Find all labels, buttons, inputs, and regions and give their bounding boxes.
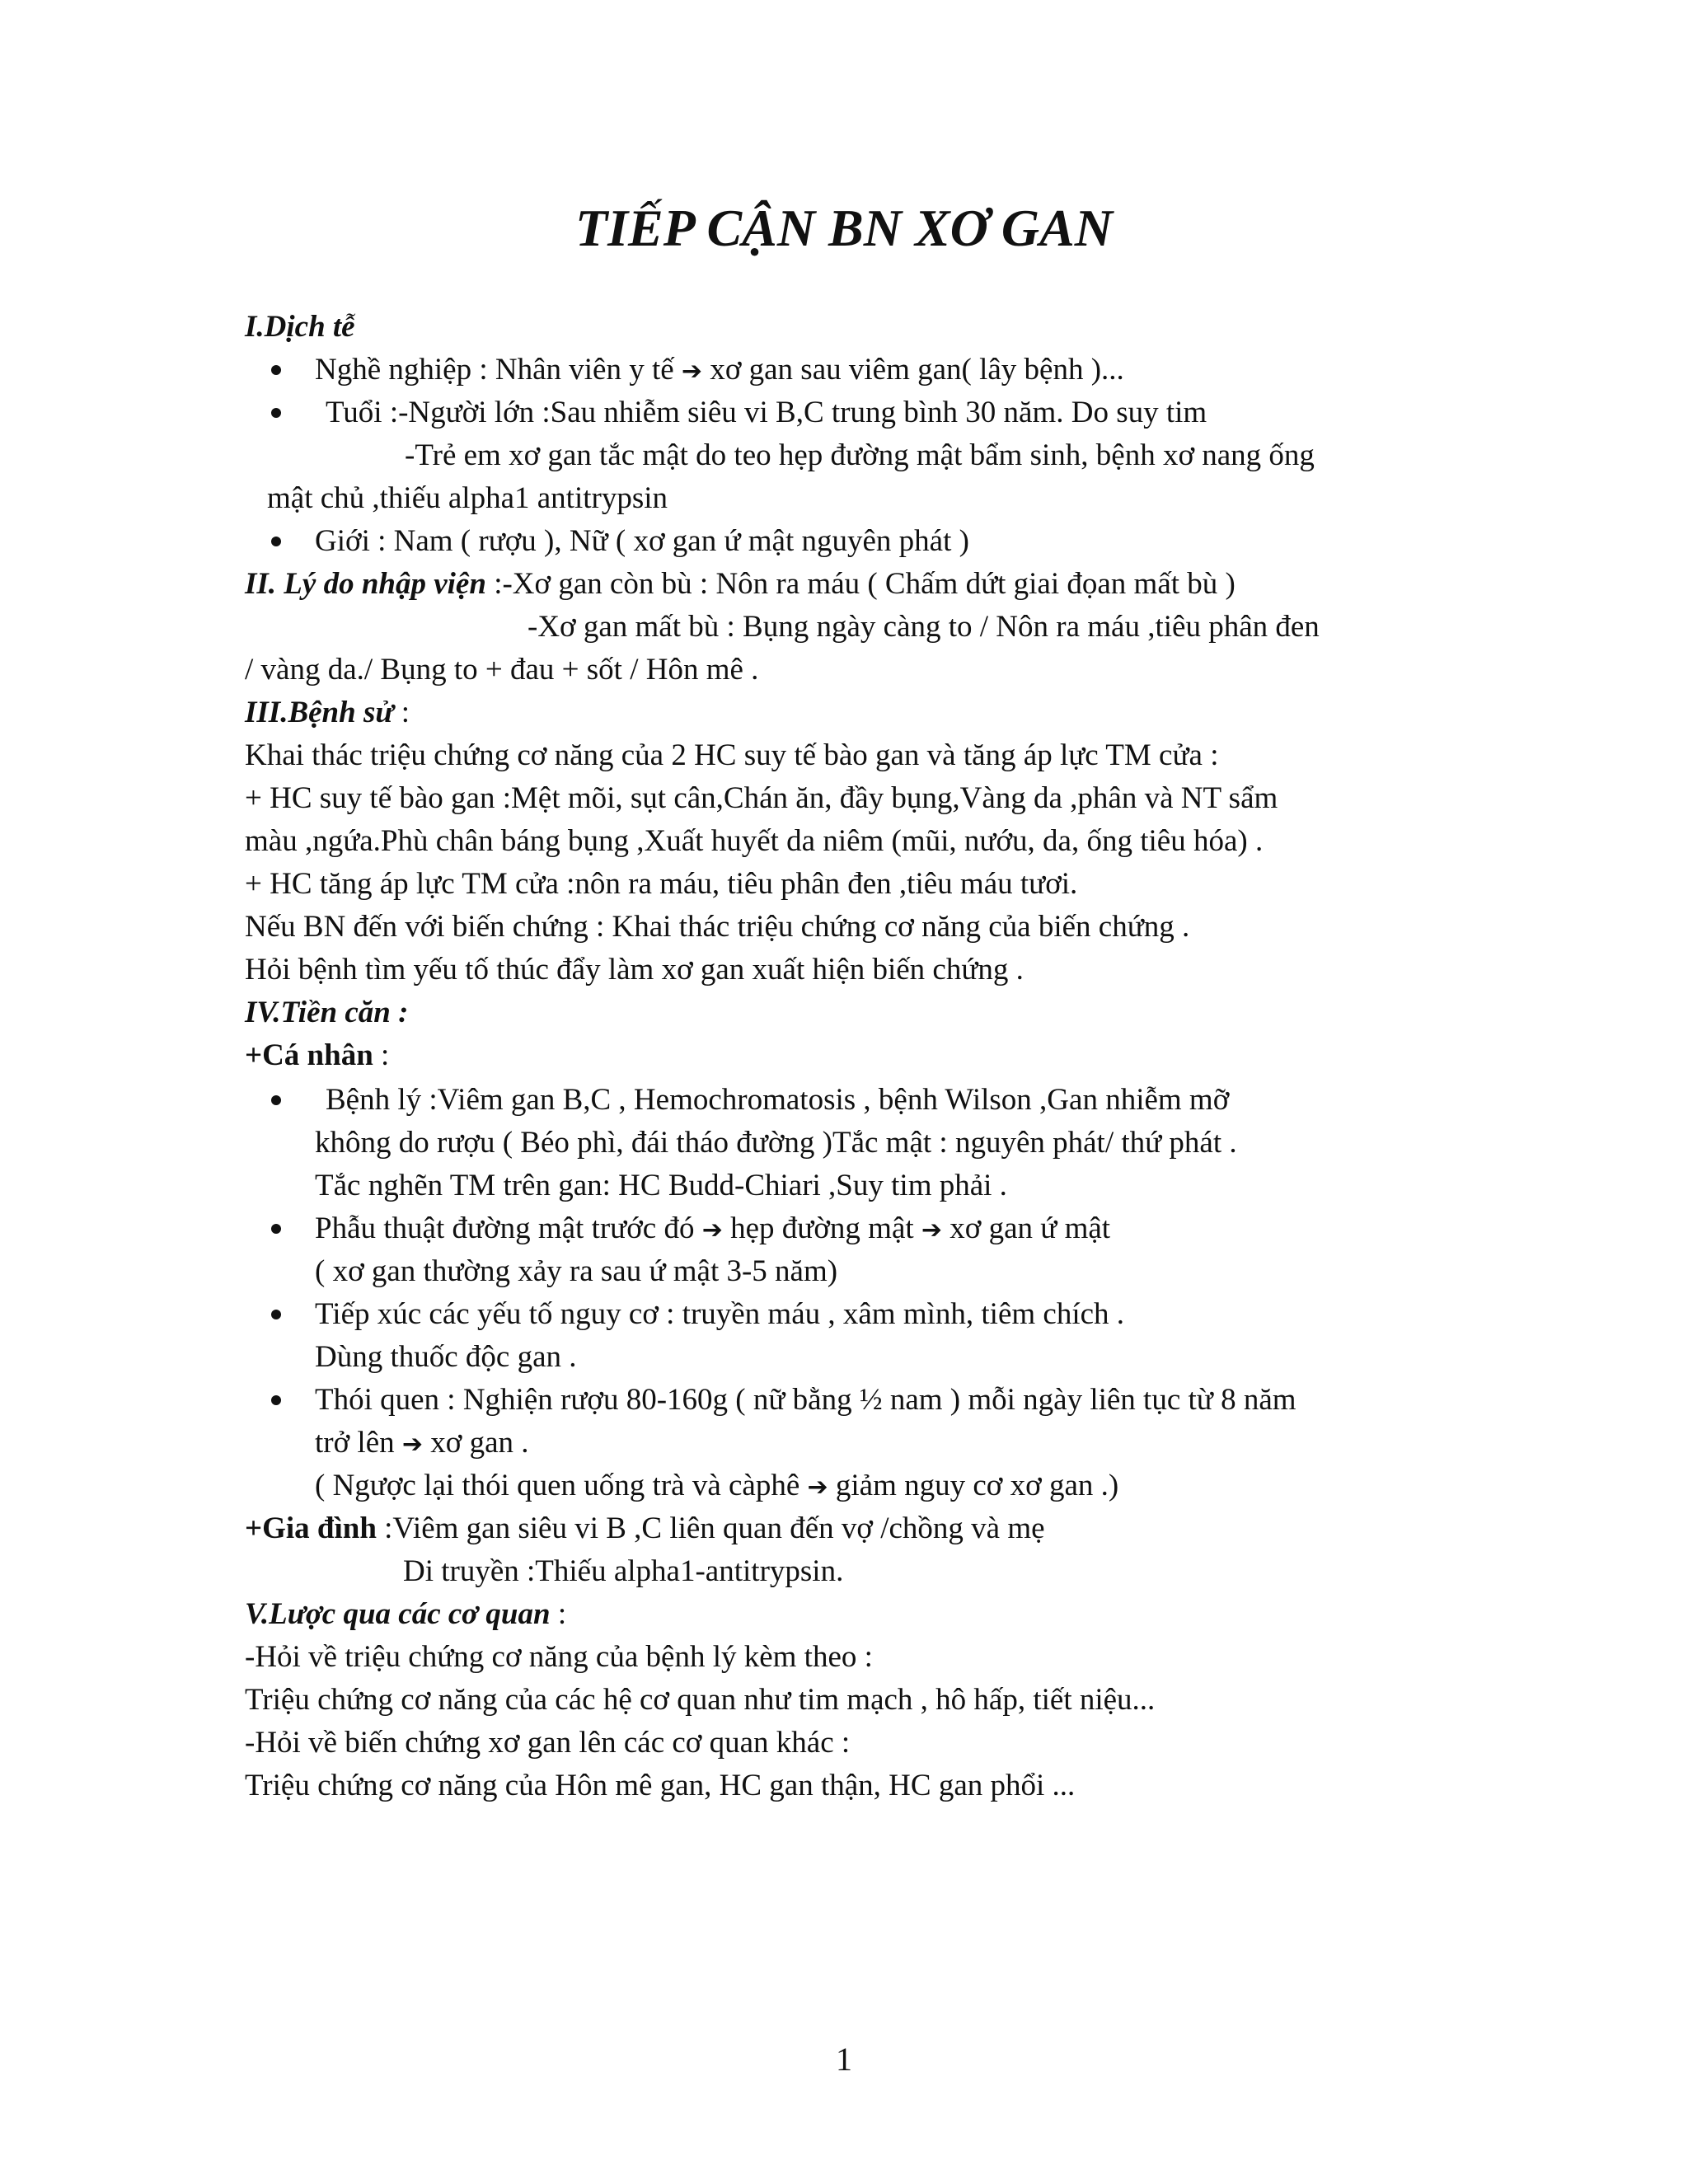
text-span: Phẫu thuật đường mật trước đó xyxy=(315,1212,702,1245)
text-line: Dùng thuốc độc gan . xyxy=(315,1340,577,1374)
text-span: trở lên xyxy=(315,1426,402,1460)
page-title: TIẾP CẬN BN XƠ GAN xyxy=(575,199,1113,257)
text-line: Tắc nghẽn TM trên gan: HC Budd-Chiari ,Suy tim phải . xyxy=(315,1169,1007,1202)
text-line: Hỏi bệnh tìm yếu tố thúc đẩy làm xơ gan xuất hiện biến chứng . xyxy=(245,953,1024,987)
text-span: ( Ngược lại thói quen uống trà và càphê xyxy=(315,1469,808,1502)
bullet-icon xyxy=(271,365,281,375)
text-line xyxy=(315,1425,529,1463)
text-span: : xyxy=(393,696,410,729)
text-line xyxy=(245,1596,566,1633)
bullet-icon xyxy=(271,1095,281,1105)
arrow-icon: ➔ xyxy=(681,357,703,386)
text-span: giảm nguy cơ xơ gan .) xyxy=(828,1469,1119,1502)
section-heading-admission-reason: II. Lý do nhập viện xyxy=(245,567,486,601)
text-line: Nếu BN đến với biến chứng : Khai thác triệu chứng cơ năng của biến chứng . xyxy=(245,910,1190,944)
page-number: 1 xyxy=(836,2041,852,2078)
text-line: -Xơ gan mất bù : Bụng ngày càng to / Nôn ra máu ,tiêu phân đen xyxy=(528,610,1320,644)
bullet-icon xyxy=(271,537,281,546)
text-span: :Viêm gan siêu vi B ,C liên quan đến vợ /chồng và mẹ xyxy=(376,1511,1045,1545)
text-line: Triệu chứng cơ năng của các hệ cơ quan như tim mạch , hô hấp, tiết niệu... xyxy=(245,1683,1156,1717)
subheading-family: +Gia đình xyxy=(245,1511,377,1545)
text-line: -Hỏi về biến chứng xơ gan lên các cơ quan khác : xyxy=(245,1726,851,1760)
text-line xyxy=(315,1468,1118,1506)
arrow-icon: ➔ xyxy=(921,1216,943,1244)
text-line: màu ,ngứa.Phù chân báng bụng ,Xuất huyết da niêm (mũi, nướu, da, ống tiêu hóa) . xyxy=(245,824,1264,858)
text-line: Di truyền :Thiếu alpha1-antitrypsin. xyxy=(403,1554,844,1588)
text-line: ( xơ gan thường xảy ra sau ứ mật 3-5 năm) xyxy=(315,1254,838,1288)
text-line xyxy=(315,352,1124,390)
text-line: + HC tăng áp lực TM cửa :nôn ra máu, tiêu phân đen ,tiêu máu tươi. xyxy=(245,867,1078,901)
text-span: xơ gan sau viêm gan( lây bệnh )... xyxy=(702,353,1124,387)
text-line: không do rượu ( Béo phì, đái tháo đường )Tắc mật : nguyên phát/ thứ phát . xyxy=(315,1126,1237,1160)
section-heading-history: III.Bệnh sử xyxy=(245,696,394,729)
text-line: Triệu chứng cơ năng của Hôn mê gan, HC gan thận, HC gan phổi ... xyxy=(245,1769,1076,1802)
text-line: -Hỏi về triệu chứng cơ năng của bệnh lý kèm theo : xyxy=(245,1640,873,1674)
section-heading-past-history: IV.Tiền căn : xyxy=(245,996,409,1029)
text-line: mật chủ ,thiếu alpha1 antitrypsin xyxy=(267,481,668,515)
text-line: Tiếp xúc các yếu tố nguy cơ : truyền máu , xâm mình, tiêm chích . xyxy=(315,1297,1125,1331)
section-heading-epidemiology: I.Dịch tễ xyxy=(245,310,355,344)
subheading-personal: +Cá nhân xyxy=(245,1038,373,1072)
text-span: xơ gan . xyxy=(423,1426,529,1460)
bullet-icon xyxy=(271,408,281,418)
text-line: + HC suy tế bào gan :Mệt mõi, sụt cân,Chán ăn, đầy bụng,Vàng da ,phân và NT sẩm xyxy=(245,781,1278,815)
arrow-icon: ➔ xyxy=(701,1216,723,1244)
text-span: Nghề nghiệp : Nhân viên y tế xyxy=(315,353,682,387)
arrow-icon: ➔ xyxy=(401,1430,424,1459)
bullet-icon xyxy=(271,1395,281,1405)
text-span: :-Xơ gan còn bù : Nôn ra máu ( Chấm dứt giai đọan mất bù ) xyxy=(485,567,1236,601)
text-line: Bệnh lý :Viêm gan B,C , Hemochromatosis , bệnh Wilson ,Gan nhiễm mỡ xyxy=(326,1083,1230,1117)
text-span: xơ gan ứ mật xyxy=(942,1212,1111,1245)
text-line xyxy=(315,1211,1110,1249)
bullet-icon xyxy=(271,1224,281,1234)
arrow-icon: ➔ xyxy=(807,1473,828,1502)
text-line: Tuổi :-Người lớn :Sau nhiễm siêu vi B,C trung bình 30 năm. Do suy tim xyxy=(326,396,1207,429)
text-line: -Trẻ em xơ gan tắc mật do teo hẹp đường mật bẩm sinh, bệnh xơ nang ống xyxy=(405,438,1315,472)
bullet-icon xyxy=(271,1310,281,1319)
text-line: Khai thác triệu chứng cơ năng của 2 HC suy tế bào gan và tăng áp lực TM cửa : xyxy=(245,738,1219,772)
text-span: : xyxy=(373,1038,390,1072)
text-span: hẹp đường mật xyxy=(722,1212,921,1245)
text-line xyxy=(245,566,1236,602)
text-span: : xyxy=(550,1597,567,1631)
text-line: Giới : Nam ( rượu ), Nữ ( xơ gan ứ mật nguyên phát ) xyxy=(315,524,969,558)
text-line: Thói quen : Nghiện rượu 80-160g ( nữ bằng ½ nam ) mỗi ngày liên tục từ 8 năm xyxy=(315,1383,1296,1417)
section-heading-organ-review: V.Lược qua các cơ quan xyxy=(245,1597,551,1631)
text-line: / vàng da./ Bụng to + đau + sốt / Hôn mê . xyxy=(245,653,759,687)
text-line xyxy=(245,1511,1045,1547)
text-line xyxy=(245,1038,389,1074)
text-line xyxy=(245,695,410,731)
